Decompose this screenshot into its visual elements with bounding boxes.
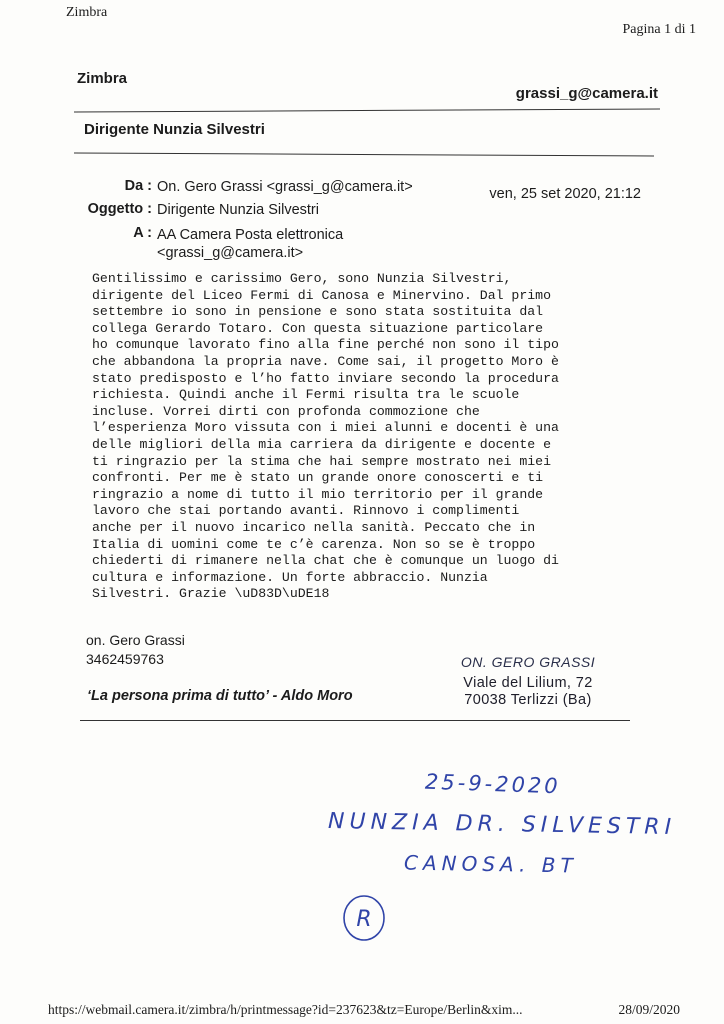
to-label: A : xyxy=(133,225,152,241)
header-divider xyxy=(74,108,660,112)
signature-phone: 3462459763 xyxy=(86,651,164,667)
message-subject-heading: Dirigente Nunzia Silvestri xyxy=(84,121,265,138)
circle-mark-letter: R xyxy=(356,907,372,932)
subject-label: Oggetto : xyxy=(87,201,152,217)
print-footer-date: 28/09/2020 xyxy=(618,1002,680,1017)
to-value: AA Camera Posta elettronica <grassi_g@camera.it> xyxy=(157,227,344,261)
signature-quote: ‘La persona prima di tutto’ - Aldo Moro xyxy=(87,688,353,704)
subject-value: Dirigente Nunzia Silvestri xyxy=(157,202,319,218)
from-value: On. Gero Grassi <grassi_g@camera.it> xyxy=(157,179,413,195)
print-header-app-name: Zimbra xyxy=(66,5,108,20)
app-title: Zimbra xyxy=(77,70,128,87)
handwritten-circled-mark xyxy=(340,892,390,944)
subject-divider xyxy=(74,152,654,156)
stamp-city: 70038 Terlizzi (Ba) xyxy=(464,692,592,708)
handwritten-name: NUNZIA DR. SILVESTRI xyxy=(327,808,677,841)
stamp-name: ON. GERO GRASSI xyxy=(460,654,596,670)
signature-name: on. Gero Grassi xyxy=(86,632,185,648)
message-date: ven, 25 set 2020, 21:12 xyxy=(489,186,641,202)
circle-mark-icon xyxy=(340,892,390,944)
print-footer-url: https://webmail.camera.it/zimbra/h/printmessage?id=237623&tz=Europe/Berlin&xim... xyxy=(48,1002,523,1017)
signature-divider xyxy=(80,720,630,721)
from-label: Da : xyxy=(124,178,152,194)
stamp-street: Viale del Lilium, 72 xyxy=(463,675,593,691)
account-email: grassi_g@camera.it xyxy=(515,85,658,102)
handwritten-city: CANOSA. BT xyxy=(403,850,578,878)
message-body: Gentilissimo e carissimo Gero, sono Nunzia Silvestri, dirigente del Liceo Fermi di Canosa e Minervino. Dal primo settembre io sono in pensione e sono stata sostituita dal collega Gerardo Totaro. Con questa situazione particolare ho comunque lavorato fino alla fine perché non sono il tipo che abbandona la propria nave. Come sai, il progetto Moro è stato predisposto e l’ho fatto inviare secondo la procedura richiesta. Quindi anche il Fermi risulta tra le scuole incluse. Vorrei dirti con profonda commozione che l’esperienza Moro vissuta con i miei alunni e docenti è una delle migliori della mia carriera da dirigente e docente e ti ringrazio per la stima che hai sempre mostrato nei miei confronti. Per me è stato un grande onore conoscerti e ti ringrazio a nome di tutto il mio territorio per il grande lavoro che stai portando avanti. Rinnovo i complimenti anche per il nuovo incarico nella sanità. Peccato che in Italia di uomini come te c’è carenza. Non so se è troppo chiederti di rimanere nella chat che è comunque un luogo di cultura e informazione. Un forte abbraccio. Nunzia Silvestri. Grazie \uD83D\uDE18 xyxy=(92,271,559,602)
handwritten-date: 25-9-2020 xyxy=(424,769,562,799)
address-stamp xyxy=(448,654,608,708)
print-header-page-number: Pagina 1 di 1 xyxy=(622,22,696,37)
